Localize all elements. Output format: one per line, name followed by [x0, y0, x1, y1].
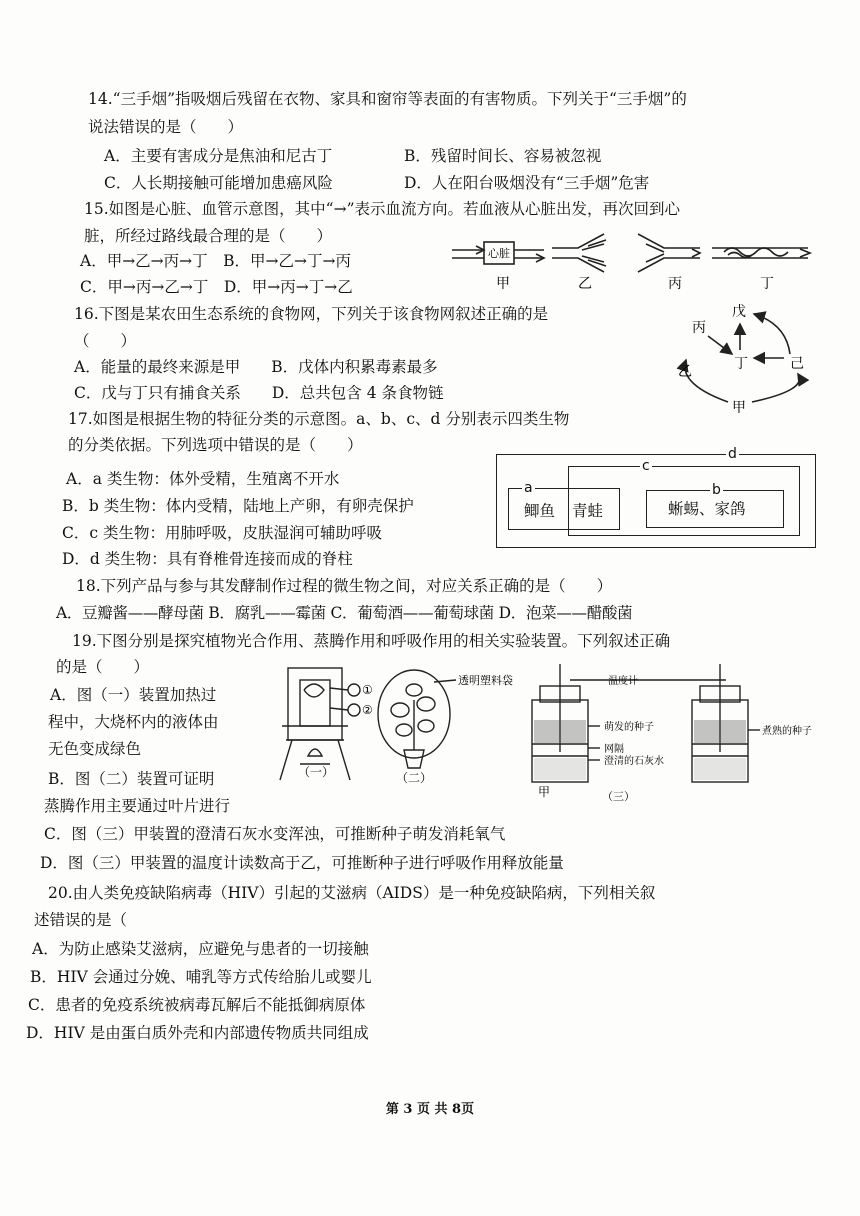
- q19-option-b-line2: 蒸腾作用主要通过叶片进行: [44, 797, 231, 815]
- q15-stem-line1: 15.如图是心脏、血管示意图，其中“→”表示血流方向。若血液从心脏出发，再次回到心: [84, 200, 680, 218]
- page-footer: 第 3 页 共 8页: [385, 1102, 475, 1117]
- fig1-mark-2: ②: [362, 703, 373, 717]
- fig1-caption: （一）: [298, 765, 335, 779]
- q16-options-ab: A．能量的最终来源是甲 B．戊体内积累毒素最多: [74, 358, 438, 376]
- q19-stem-line1: 19.下图分别是探究植物光合作用、蒸腾作用和呼吸作用的相关实验装置。下列叙述正确: [72, 632, 671, 650]
- q16-food-web-figure: [668, 294, 818, 418]
- q20-option-b: B．HIV 会通过分娩、哺乳等方式传给胎儿或婴儿: [30, 968, 372, 986]
- q14-stem-line2: 说法错误的是（ ）: [88, 118, 244, 136]
- set-a-label: a: [524, 480, 533, 496]
- q15-options-ab: A．甲→乙→丙→丁 B．甲→乙→丁→丙: [80, 252, 352, 270]
- set-d-label: d: [728, 446, 737, 462]
- fig2-caption: （二）: [396, 771, 433, 785]
- q17-stem-line1: 17.如图是根据生物的特征分类的示意图。a、b、c、d 分别表示四类生物: [68, 410, 570, 428]
- node-ding: 丁: [734, 356, 748, 372]
- q14-option-b: B．残留时间长、容易被忽视: [404, 147, 602, 165]
- lizard-pigeon-label: 蜥蜴、家鸽: [668, 500, 746, 518]
- frog-label: 青蛙: [572, 502, 604, 520]
- node-wu: 戊: [732, 304, 746, 320]
- q19-option-c: C．图（三）甲装置的澄清石灰水变浑浊，可推断种子萌发消耗氧气: [44, 825, 506, 843]
- q17-stem-line2: 的分类依据。下列选项中错误的是（ ）: [68, 436, 363, 454]
- q19-option-d: D．图（三）甲装置的温度计读数高于乙，可推断种子进行呼吸作用释放能量: [40, 854, 564, 872]
- q15-stem-line2: 脏，所经过路线最合理的是（ ）: [84, 227, 333, 245]
- q20-stem-line1: 20.由人类免疫缺陷病毒（HIV）引起的艾滋病（AIDS）是一种免疫缺陷病，下列相关叙: [48, 884, 656, 902]
- q16-stem-line1: 16.下图是某农田生态系统的食物网，下列关于该食物网叙述正确的是: [74, 305, 549, 323]
- q20-stem-line2: 述错误的是（: [34, 911, 128, 929]
- heart-label: 心脏: [488, 247, 510, 260]
- q19-option-a-line1: A．图（一）装置加热过: [50, 686, 217, 704]
- node-jia: 甲: [732, 400, 746, 416]
- q14-option-a: A．主要有害成分是焦油和尼古丁: [104, 147, 333, 165]
- q19-stem-line2: 的是（ ）: [56, 658, 150, 676]
- q17-option-b: B．b 类生物：体内受精，陆地上产卵，有卵壳保护: [62, 497, 414, 515]
- node-bing: 丙: [692, 320, 706, 336]
- set-c-label: c: [642, 458, 650, 474]
- node-ji: 己: [790, 356, 804, 372]
- vessel-label-yi: 乙: [578, 276, 592, 292]
- node-yi: 乙: [678, 364, 692, 380]
- q14-option-c: C．人长期接触可能增加患癌风险: [104, 174, 333, 192]
- q17-option-c: C．c 类生物：用肺呼吸，皮肤湿润可辅助呼吸: [62, 524, 382, 542]
- q16-stem-line2: （ ）: [74, 332, 137, 350]
- q18-options: A．豆瓣酱——酵母菌 B．腐乳——霉菌 C．葡萄酒——葡萄球菌 D．泡菜——醋酸菌: [56, 604, 633, 622]
- q20-option-c: C．患者的免疫系统被病毒瓦解后不能抵御病原体: [28, 996, 366, 1014]
- fig3-mesh-label: 网隔: [604, 744, 624, 755]
- q19-option-b-line1: B．图（二）装置可证明: [48, 770, 215, 788]
- q19-option-a-line3: 无色变成绿色: [48, 740, 142, 758]
- fig3-caption: （三）: [602, 790, 635, 803]
- q17-option-a: A．a 类生物：体外受精，生殖离不开水: [66, 470, 340, 488]
- q19-experiment-figures: [274, 660, 834, 810]
- fig3-thermometer-label: 温度计: [608, 676, 638, 687]
- vessel-label-ding: 丁: [760, 276, 774, 292]
- q15-options-cd: C．甲→丙→乙→丁 D．甲→丙→丁→乙: [80, 278, 353, 296]
- fig2-bag-label: 透明塑料袋: [458, 674, 513, 687]
- q16-options-cd: C．戊与丁只有捕食关系 D．总共包含 4 条食物链: [74, 384, 444, 402]
- q14-stem-line1: 14.“三手烟”指吸烟后残留在衣物、家具和窗帘等表面的有害物质。下列关于“三手烟”的: [88, 90, 687, 108]
- fig3-germinating-seed-label: 萌发的种子: [604, 722, 654, 733]
- fig1-mark-1: ①: [362, 683, 373, 697]
- vessel-label-jia: 甲: [496, 276, 510, 292]
- q17-option-d: D．d 类生物：具有脊椎骨连接而成的脊柱: [62, 550, 353, 568]
- set-b-label: b: [712, 482, 721, 498]
- fig3-boiled-seed-label: 煮熟的种子: [762, 726, 812, 737]
- vessel-label-bing: 丙: [668, 276, 682, 292]
- q14-option-d: D．人在阳台吸烟没有“三手烟”危害: [404, 174, 650, 192]
- q19-option-a-line2: 程中，大烧杯内的液体由: [48, 713, 219, 731]
- q20-option-a: A．为防止感染艾滋病，应避免与患者的一切接触: [32, 940, 369, 958]
- q15-heart-vessel-figure: [448, 230, 818, 294]
- fig3-jia-label: 甲: [538, 785, 551, 799]
- q20-option-d: D．HIV 是由蛋白质外壳和内部遗传物质共同组成: [26, 1024, 369, 1042]
- q18-stem: 18.下列产品与参与其发酵制作过程的微生物之间，对应关系正确的是（ ）: [76, 577, 613, 595]
- fish-label: 鲫鱼: [524, 502, 556, 520]
- fig3-limewater-label: 澄清的石灰水: [604, 756, 664, 767]
